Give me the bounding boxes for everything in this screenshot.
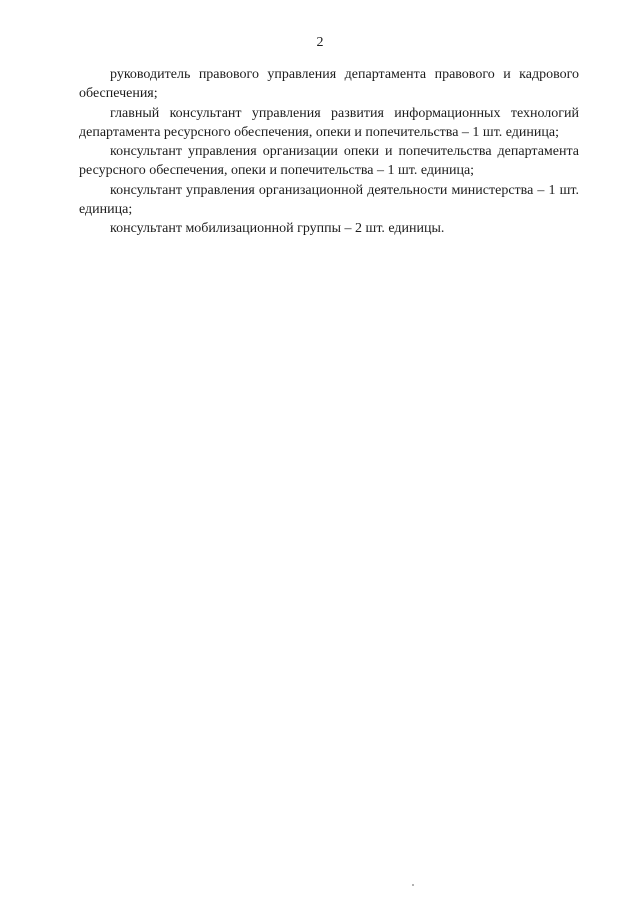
paragraph-legal-department-head: руководитель правового управления департамента правового и кадрового обеспечения; xyxy=(79,67,579,102)
paragraph-mobilization-consultant: консультант мобилизационной группы – 2 шт. единицы. xyxy=(110,221,445,237)
paragraph-organizational-consultant: консультант управления организационной деятельности министерства – 1 шт. единица; xyxy=(79,182,579,218)
document-body xyxy=(79,65,579,239)
paragraph-it-chief-consultant: главный консультант управления развития информационных технологий департамента ресурсного обеспечения, опеки и попечительства – 1 шт. единица; xyxy=(79,105,579,140)
paragraph-guardianship-consultant: консультант управления организации опеки и попечительства департамента ресурсного обеспечения, опеки и попечительства – 1 шт. единица; xyxy=(79,144,579,179)
scan-speck xyxy=(412,884,414,886)
page-number: 2 xyxy=(316,35,324,50)
